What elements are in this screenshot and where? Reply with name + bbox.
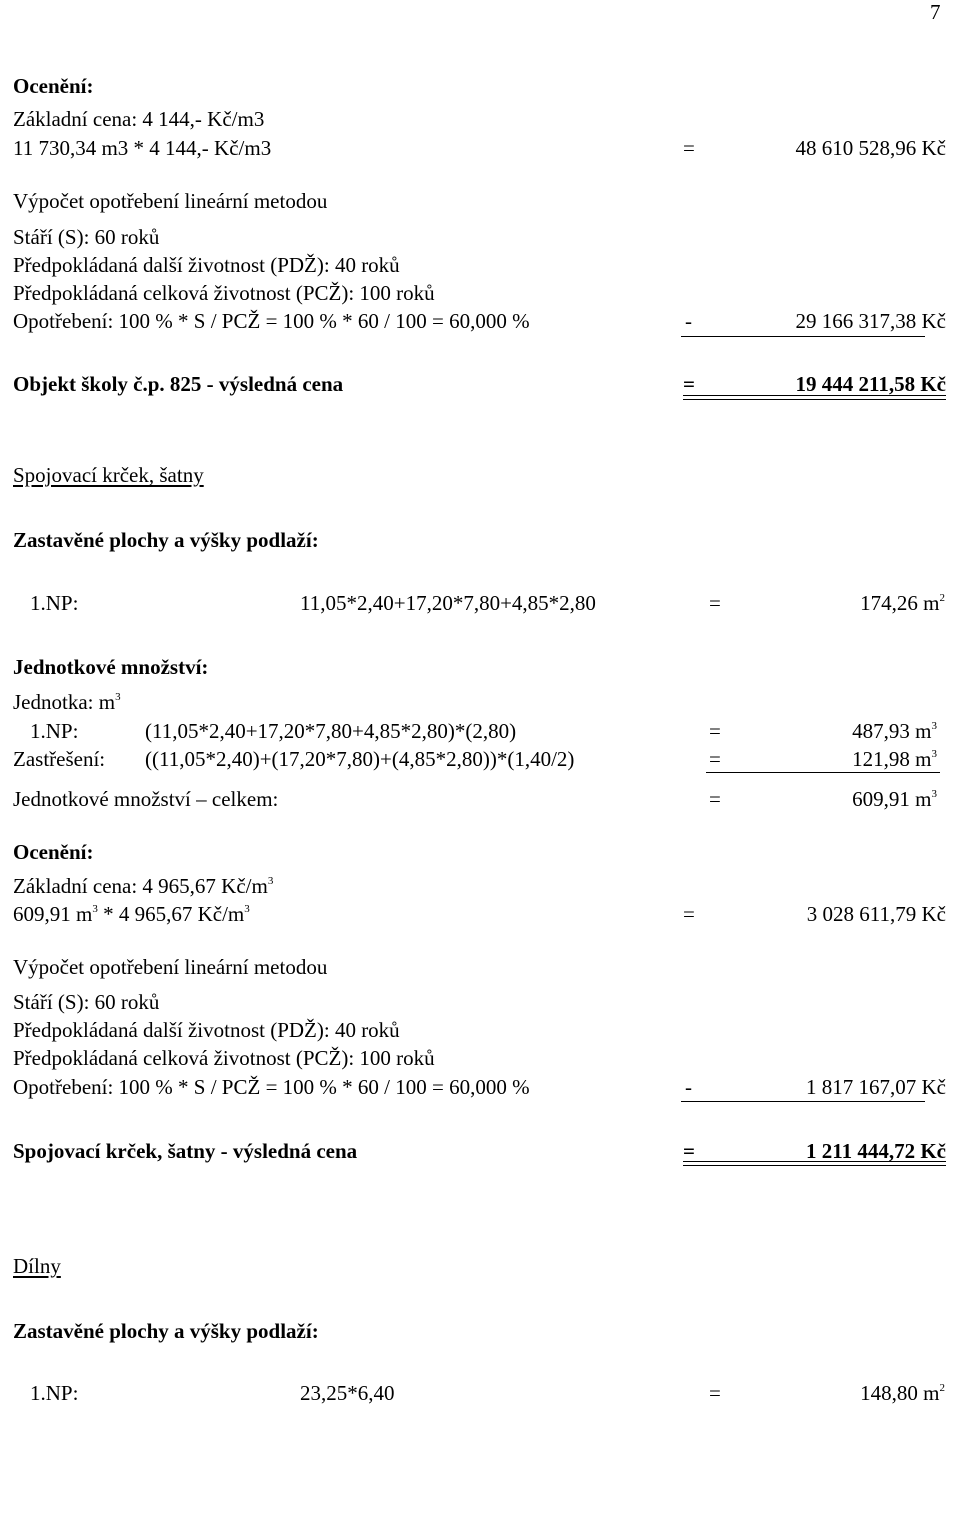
result-value: 19 444 211,58 Kč <box>795 372 946 396</box>
np-formula: 11,05*2,40+17,20*7,80+4,85*2,80 <box>300 591 596 615</box>
zastavene-heading: Zastavěné plochy a výšky podlaží: <box>13 1319 319 1343</box>
calc-formula: 609,91 $m^3 * 4$ 965,67 $Kč/m^3$ <box>13 902 250 926</box>
opotrebeni-sign: - <box>685 1075 692 1099</box>
result-label: Spojovací krček, šatny - výsledná cena <box>13 1139 358 1163</box>
jednotka: Jednotka: $m^3$ <box>13 690 121 714</box>
pcz: Předpokládaná celková životnost (PCŽ): 100 roků <box>13 1046 435 1070</box>
zakladni-cena: Základní cena: 4 144,- Kč/m3 <box>13 107 265 131</box>
opotrebeni-value: 29 166 317,38 Kč <box>795 309 946 333</box>
total-label: Jednotkové množství – celkem: <box>13 787 279 811</box>
row2-formula: ((11,05*2,40)+(17,20*7,80)+(4,85*2,80))*(1,40/2) <box>145 747 575 771</box>
page-number: 7 <box>930 0 941 24</box>
stari: Stáří (S): 60 roků <box>13 225 160 249</box>
row1-formula: (11,05*2,40+17,20*7,80+4,85*2,80)*(2,80) <box>145 719 517 743</box>
vypocet-label: Výpočet opotřebení lineární metodou <box>13 955 328 979</box>
section-title: Dílny <box>13 1254 61 1278</box>
result-eq: = <box>683 372 695 396</box>
result-value: 1 211 444,72 Kč <box>806 1139 946 1163</box>
np-eq: = <box>709 1381 721 1405</box>
vypocet-label: Výpočet opotřebení lineární metodou <box>13 189 328 213</box>
jednotkove-heading: Jednotkové množství: <box>13 655 209 679</box>
calc-value: 3 028 611,79 Kč <box>806 902 946 926</box>
np-label: 1.NP: <box>30 1381 79 1405</box>
np-label: 1.NP: <box>30 591 79 615</box>
rule <box>681 336 925 337</box>
opotrebeni: Opotřebení: 100 % * S / PCŽ = 100 % * 60 / 100 = 60,000 % <box>13 309 530 333</box>
oceneni-heading: Ocenění: <box>13 74 94 98</box>
calc-formula: 11 730,34 m3 * 4 144,- Kč/m3 <box>13 136 272 160</box>
zastavene-heading: Zastavěné plochy a výšky podlaží: <box>13 528 319 552</box>
np-formula: 23,25*6,40 <box>300 1381 395 1405</box>
pdz: Předpokládaná další životnost (PDŽ): 40 roků <box>13 253 400 277</box>
rule <box>681 1101 925 1102</box>
calc-eq: = <box>683 902 695 926</box>
opotrebeni: Opotřebení: 100 % * S / PCŽ = 100 % * 60 / 100 = 60,000 % <box>13 1075 530 1099</box>
row1-eq: = <box>709 719 721 743</box>
rule <box>706 772 940 773</box>
stari: Stáří (S): 60 roků <box>13 990 160 1014</box>
result-label: Objekt školy č.p. 825 - výsledná cena <box>13 372 344 396</box>
row2-label: Zastřešení: <box>13 747 106 771</box>
result-eq: = <box>683 1139 695 1163</box>
calc-eq: = <box>683 136 695 160</box>
double-rule <box>683 395 946 400</box>
calc-value: 48 610 528,96 Kč <box>795 136 946 160</box>
total-eq: = <box>709 787 721 811</box>
pcz: Předpokládaná celková životnost (PCŽ): 100 roků <box>13 281 435 305</box>
oceneni-heading: Ocenění: <box>13 840 94 864</box>
row1-label: 1.NP: <box>30 719 79 743</box>
row1-value: 487,93 $m^3$ <box>852 719 937 743</box>
row2-eq: = <box>709 747 721 771</box>
double-rule <box>683 1161 946 1166</box>
np-value: 148,80 $m^2$ <box>860 1381 945 1405</box>
np-eq: = <box>709 591 721 615</box>
np-value: 174,26 $m^2$ <box>860 591 945 615</box>
row2-value: 121,98 $m^3$ <box>852 747 937 771</box>
opotrebeni-sign: - <box>685 309 692 333</box>
zakladni-cena: Základní cena: 4 965,67 $Kč/m^3$ <box>13 874 274 898</box>
pdz: Předpokládaná další životnost (PDŽ): 40 roků <box>13 1018 400 1042</box>
section-title: Spojovací krček, šatny <box>13 463 204 487</box>
opotrebeni-value: 1 817 167,07 Kč <box>806 1075 946 1099</box>
total-value: 609,91 $m^3$ <box>852 787 937 811</box>
